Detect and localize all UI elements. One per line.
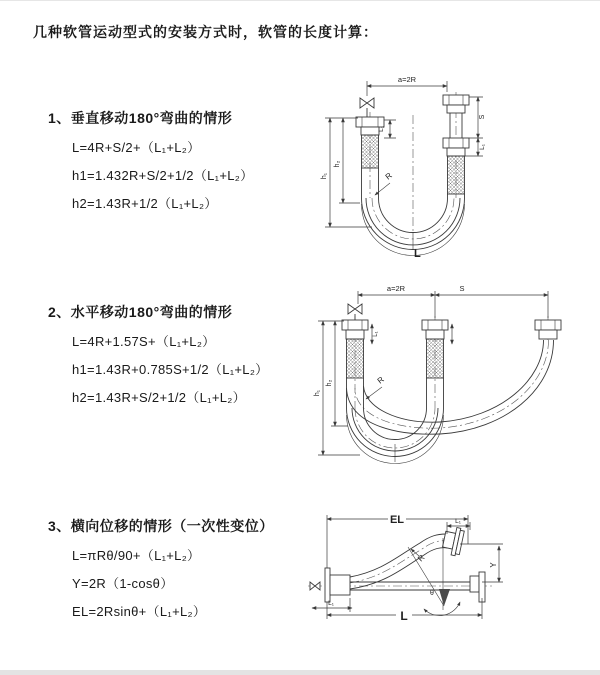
dim-label-span: a=2R xyxy=(386,284,406,293)
formula-l: L=4R+S/2+（L₁+L₂） xyxy=(72,139,201,155)
left-fitting xyxy=(342,320,368,378)
formula-l: L=πRθ/90+（L₁+L₂） xyxy=(72,547,201,563)
dim-label-h2: h₂ xyxy=(326,379,333,387)
valve-icon xyxy=(348,304,362,320)
dim-label-radius: R xyxy=(375,374,386,386)
centerlines xyxy=(370,92,456,249)
middle-fitting xyxy=(422,320,448,378)
pipe-break-icon xyxy=(310,582,320,590)
dim-label-l1: L₁ xyxy=(373,331,379,337)
formula-el: EL=2Rsinθ+（L₁+L₂） xyxy=(72,603,207,619)
page-title: 几种软管运动型式的安装方式时，软管的长度计算： xyxy=(33,24,378,40)
section-1-heading: 1、垂直移动180°弯曲的情形 xyxy=(48,110,233,126)
section-lateral-displacement xyxy=(48,516,318,624)
page-bottom-edge xyxy=(0,670,600,675)
section-2-formulas xyxy=(48,326,318,410)
page-top-edge xyxy=(0,0,600,1)
right-fitting-positions xyxy=(443,95,469,194)
formula-h1: h1=1.432R+S/2+1/2（L₁+L₂） xyxy=(72,167,254,183)
formula-h2: h2=1.43R+S/2+1/2（L₁+L₂） xyxy=(72,389,246,405)
dim-label-h1: h₁ xyxy=(321,172,328,180)
dim-label-span: a=2R xyxy=(397,75,417,84)
dim-label-h1: h₁ xyxy=(314,389,321,397)
dim-label-s: S xyxy=(459,284,465,293)
dim-label-radius: R xyxy=(383,170,394,182)
section-vertical-movement xyxy=(48,108,318,216)
formula-h2: h2=1.43R+1/2（L₁+L₂） xyxy=(72,195,218,211)
dim-label-l1-left: L₁ xyxy=(378,126,385,132)
angle-wedge xyxy=(439,589,450,606)
formula-l: L=4R+1.57S+（L₁+L₂） xyxy=(72,333,216,349)
dimension-lines xyxy=(312,514,503,623)
dim-label-length: L xyxy=(414,248,421,260)
left-fitting xyxy=(325,568,350,602)
right-fitting-original xyxy=(470,572,485,602)
left-fitting xyxy=(356,117,384,168)
hose-curved-displaced xyxy=(350,534,448,589)
hose-u-bend-displaced xyxy=(347,340,554,434)
dim-label-radius: R xyxy=(416,552,427,564)
right-fitting-displaced xyxy=(535,320,561,339)
right-fitting-displaced xyxy=(441,525,464,556)
dim-label-l1-bottom: L₁ xyxy=(328,600,334,607)
valve-icon xyxy=(360,98,374,117)
section-1-formulas xyxy=(48,132,318,216)
section-3-formulas xyxy=(48,540,318,624)
section-horizontal-movement xyxy=(48,302,318,410)
dim-label-el: EL xyxy=(389,514,405,526)
hose-u-bend-original xyxy=(347,378,444,464)
diagram-vertical-180-bend xyxy=(300,68,600,263)
dim-label-s: S xyxy=(479,114,486,120)
diagram-horizontal-180-bend xyxy=(300,278,600,473)
section-3-heading: 3、横向位移的情形（一次性变位） xyxy=(48,518,274,534)
formula-h1: h1=1.43R+0.785S+1/2（L₁+L₂） xyxy=(72,361,269,377)
dim-label-l1-top: L₁ xyxy=(455,518,461,525)
dim-label-theta: θ xyxy=(430,590,434,597)
dim-label-y: Y xyxy=(489,562,498,568)
dim-label-l1-right: L₁ xyxy=(479,144,486,150)
section-2-heading: 2、水平移动180°弯曲的情形 xyxy=(48,304,233,320)
dim-label-h2: h₂ xyxy=(334,160,341,168)
formula-y: Y=2R（1-cosθ） xyxy=(72,575,174,591)
diagram-lateral-displacement xyxy=(300,490,600,640)
dim-label-length: L xyxy=(400,609,408,623)
